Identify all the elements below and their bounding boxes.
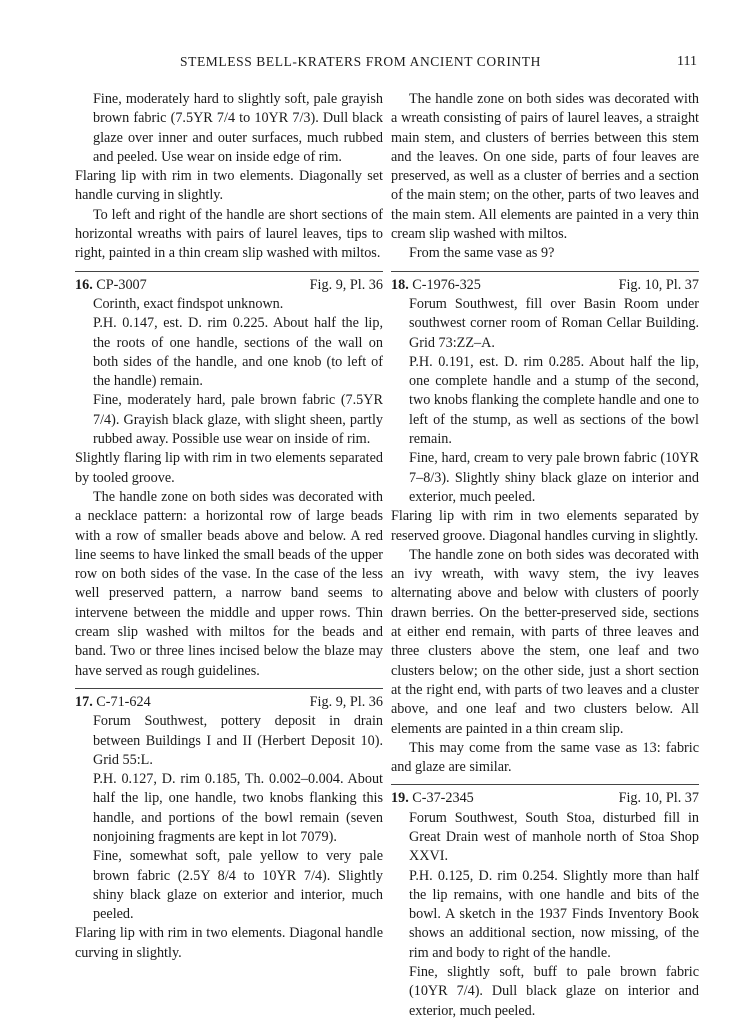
page-number: 111 — [677, 54, 697, 69]
figure-reference: Fig. 9, Pl. 36 — [309, 276, 383, 293]
attribution-note: From the same vase as 9? — [409, 245, 555, 262]
shape-description: Slightly flaring lip with rim in two elements separated by tooled groove. — [75, 450, 383, 486]
catalog-number: C-37-2345 — [412, 790, 474, 807]
shape-description: Flaring lip with rim in two elements. Diagonal handle curving in slightly. — [75, 925, 383, 961]
decoration-description: The handle zone on both sides was decorated with a necklace pattern: a horizontal row of large beads with a row of smaller beads above and below. A red line seems to have linked the small beads of the upper row on both sides of the vase. In the case of the less well preserved pattern, a narrow band seems to intervene between the middle and upper rows. Thin cream slip washed with miltos for the beads and band. Two or three lines incised below the blaze may have served as rough guidelines. — [75, 488, 383, 679]
catalog-number: C-71-624 — [96, 693, 151, 710]
fabric-description: Fine, moderately hard, pale brown fabric (7.5YR 7/4). Grayish black glaze, with slight sheen, partly rubbed away. Possible use wear on inside of rim. — [93, 392, 383, 448]
entry-16-header — [75, 271, 383, 295]
findspot: Forum Southwest, pottery deposit in drain between Buildings I and II (Herbert Deposit 10). Grid 55:L. — [93, 713, 383, 768]
left-column — [75, 90, 383, 963]
entry-19-header — [391, 784, 699, 808]
entry-18-header — [391, 271, 699, 295]
dimensions: P.H. 0.147, est. D. rim 0.225. About half the lip, the roots of one handle, sections of the wall on both sides of the handle, and one knob (to left of the handle) remain. — [93, 315, 383, 390]
entry-number: 16. — [75, 276, 93, 293]
catalog-number: C-1976-325 — [412, 276, 481, 293]
dimensions: P.H. 0.125, D. rim 0.254. Slightly more than half the lip remains, with one handle and bits of the bowl. A sketch in the 1937 Finds Inventory Book shows an additional section, now missing, of the rim and body to right of the handle. — [409, 867, 699, 961]
dimensions: P.H. 0.127, D. rim 0.185, Th. 0.002–0.004. About half the lip, one handle, two knobs flanking this handle, and portions of the bowl remain (seven nonjoining fragments are kept in lot 7079). — [93, 771, 383, 845]
fabric-description: Fine, hard, cream to very pale brown fabric (10YR 7–8/3). Slightly shiny black glaze on interior and exterior, much peeled. — [409, 450, 699, 505]
attribution-note: This may come from the same vase as 13: fabric and glaze are similar. — [391, 739, 699, 776]
running-head: STEMLESS BELL-KRATERS FROM ANCIENT CORINTH — [180, 54, 541, 69]
figure-reference: Fig. 9, Pl. 36 — [309, 693, 383, 710]
fabric-paragraph: Fine, moderately hard to slightly soft, pale grayish brown fabric (7.5YR 7/4 to 10YR 7/3). Dull black glaze over inner and outer surfaces, much rubbed and peeled. Use wear on inside edge of rim. — [93, 91, 383, 165]
shape-paragraph: Flaring lip with rim in two elements. Diagonally set handle curving in slightly. — [75, 168, 383, 204]
fabric-description: Fine, somewhat soft, pale yellow to very pale brown fabric (2.5Y 8/4 to 10YR 7/4). Slightly shiny black glaze on exterior and interior, much peeled. — [93, 848, 383, 923]
decoration-paragraph: The handle zone on both sides was decorated with a wreath consisting of pairs of laurel leaves, a straight main stem, and clusters of berries between this stem and the leaves. On one side, parts of four leaves are preserved, as well as a cluster of berries and a section of the main stem; on the other, parts of two leaves and the main stem. All elements are painted in a very thin cream slip washed with miltos. — [391, 91, 699, 243]
figure-reference: Fig. 10, Pl. 37 — [618, 276, 699, 293]
catalog-number: CP-3007 — [96, 276, 147, 293]
figure-reference: Fig. 10, Pl. 37 — [618, 790, 699, 807]
entry-17-header — [75, 688, 383, 712]
findspot: Forum Southwest, South Stoa, disturbed fill in Great Drain west of manhole north of Stoa Shop XXVI. — [409, 809, 699, 865]
decoration-paragraph: To left and right of the handle are short sections of horizontal wreaths with pairs of laurel leaves, tips to right, painted in a thin cream slip washed with miltos. — [75, 206, 383, 262]
fabric-description: Fine, slightly soft, buff to pale brown fabric (10YR 7/4). Dull black glaze on interior and exterior, much peeled. — [409, 964, 699, 1019]
findspot: Corinth, exact findspot unknown. — [93, 295, 284, 312]
entry-number: 17. — [75, 693, 93, 710]
shape-description: Flaring lip with rim in two elements separated by reserved groove. Diagonal handles curving in slightly. — [391, 508, 699, 544]
dimensions: P.H. 0.191, est. D. rim 0.285. About half the lip, one complete handle and a stump of the second, two knobs flanking the complete handle and one to left of the stump, as well as sections of the bowl remain. — [409, 353, 699, 448]
entry-number: 18. — [391, 276, 409, 293]
right-column — [391, 90, 699, 1021]
decoration-description: The handle zone on both sides was decorated with an ivy wreath, with wavy stem, the ivy leaves alternating above and below with clusters of poorly drawn berries. On the better-preserved side, sections at either end remain, with parts of three leaves and three clusters above the stem, one leaf and two clusters below; on the other side, just a short section at the right end, with parts of two leaves and a cluster above, and one leaf and two clusters below. All elements are painted in a thin cream slip. — [391, 546, 699, 737]
findspot: Forum Southwest, fill over Basin Room under southwest corner room of Roman Cellar Building. Grid 73:ZZ–A. — [409, 295, 699, 351]
entry-number: 19. — [391, 790, 409, 807]
